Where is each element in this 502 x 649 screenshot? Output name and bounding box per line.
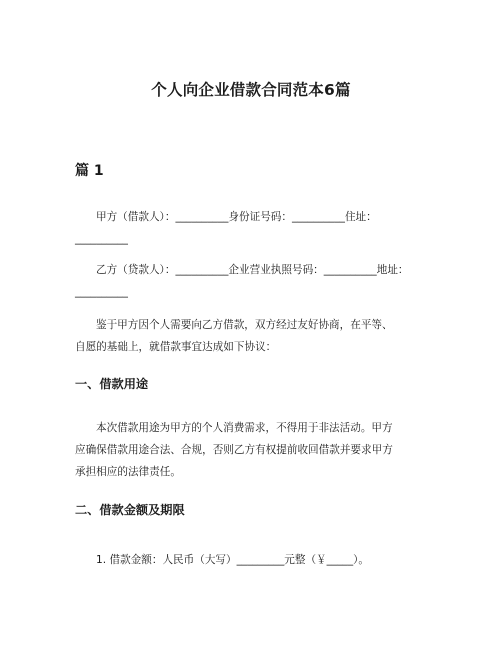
party-a-line-2: __________ bbox=[75, 233, 128, 245]
section-1-line-1: 本次借款用途为甲方的个人消费需求，不得用于非法活动。甲方 bbox=[96, 422, 393, 434]
party-b-paragraph bbox=[75, 259, 435, 303]
section-1-paragraph bbox=[75, 417, 435, 483]
party-b-line-2: __________ bbox=[75, 286, 128, 298]
section-1-line-3: 承担相应的法律责任。 bbox=[75, 466, 181, 478]
section-2-item-1: 1. 借款金额：人民币（大写）_________元整（￥_____）。 bbox=[96, 554, 370, 566]
party-a-line-1: 甲方（借款人）：__________身份证号码：__________住址： bbox=[96, 211, 377, 223]
section-2-heading: 二、借款金额及期限 bbox=[75, 503, 185, 517]
section-1-line-2: 应确保借款用途合法、合规，否则乙方有权提前收回借款并要求甲方 bbox=[75, 444, 393, 456]
document-title: 个人向企业借款合同范本6篇 bbox=[151, 81, 351, 99]
chapter-heading: 篇 1 bbox=[75, 163, 104, 179]
preamble-line-1: 鉴于甲方因个人需要向乙方借款，双方经过友好协商，在平等、 bbox=[96, 319, 393, 331]
section-2-paragraph bbox=[75, 549, 435, 571]
party-b-line-1: 乙方（贷款人）：__________企业营业执照号码：__________地址： bbox=[96, 264, 409, 276]
section-1-heading: 一、借款用途 bbox=[75, 377, 149, 391]
party-a-paragraph bbox=[75, 206, 435, 250]
preamble-paragraph bbox=[75, 314, 435, 358]
preamble-line-2: 自愿的基础上，就借款事宜达成如下协议： bbox=[75, 341, 277, 353]
